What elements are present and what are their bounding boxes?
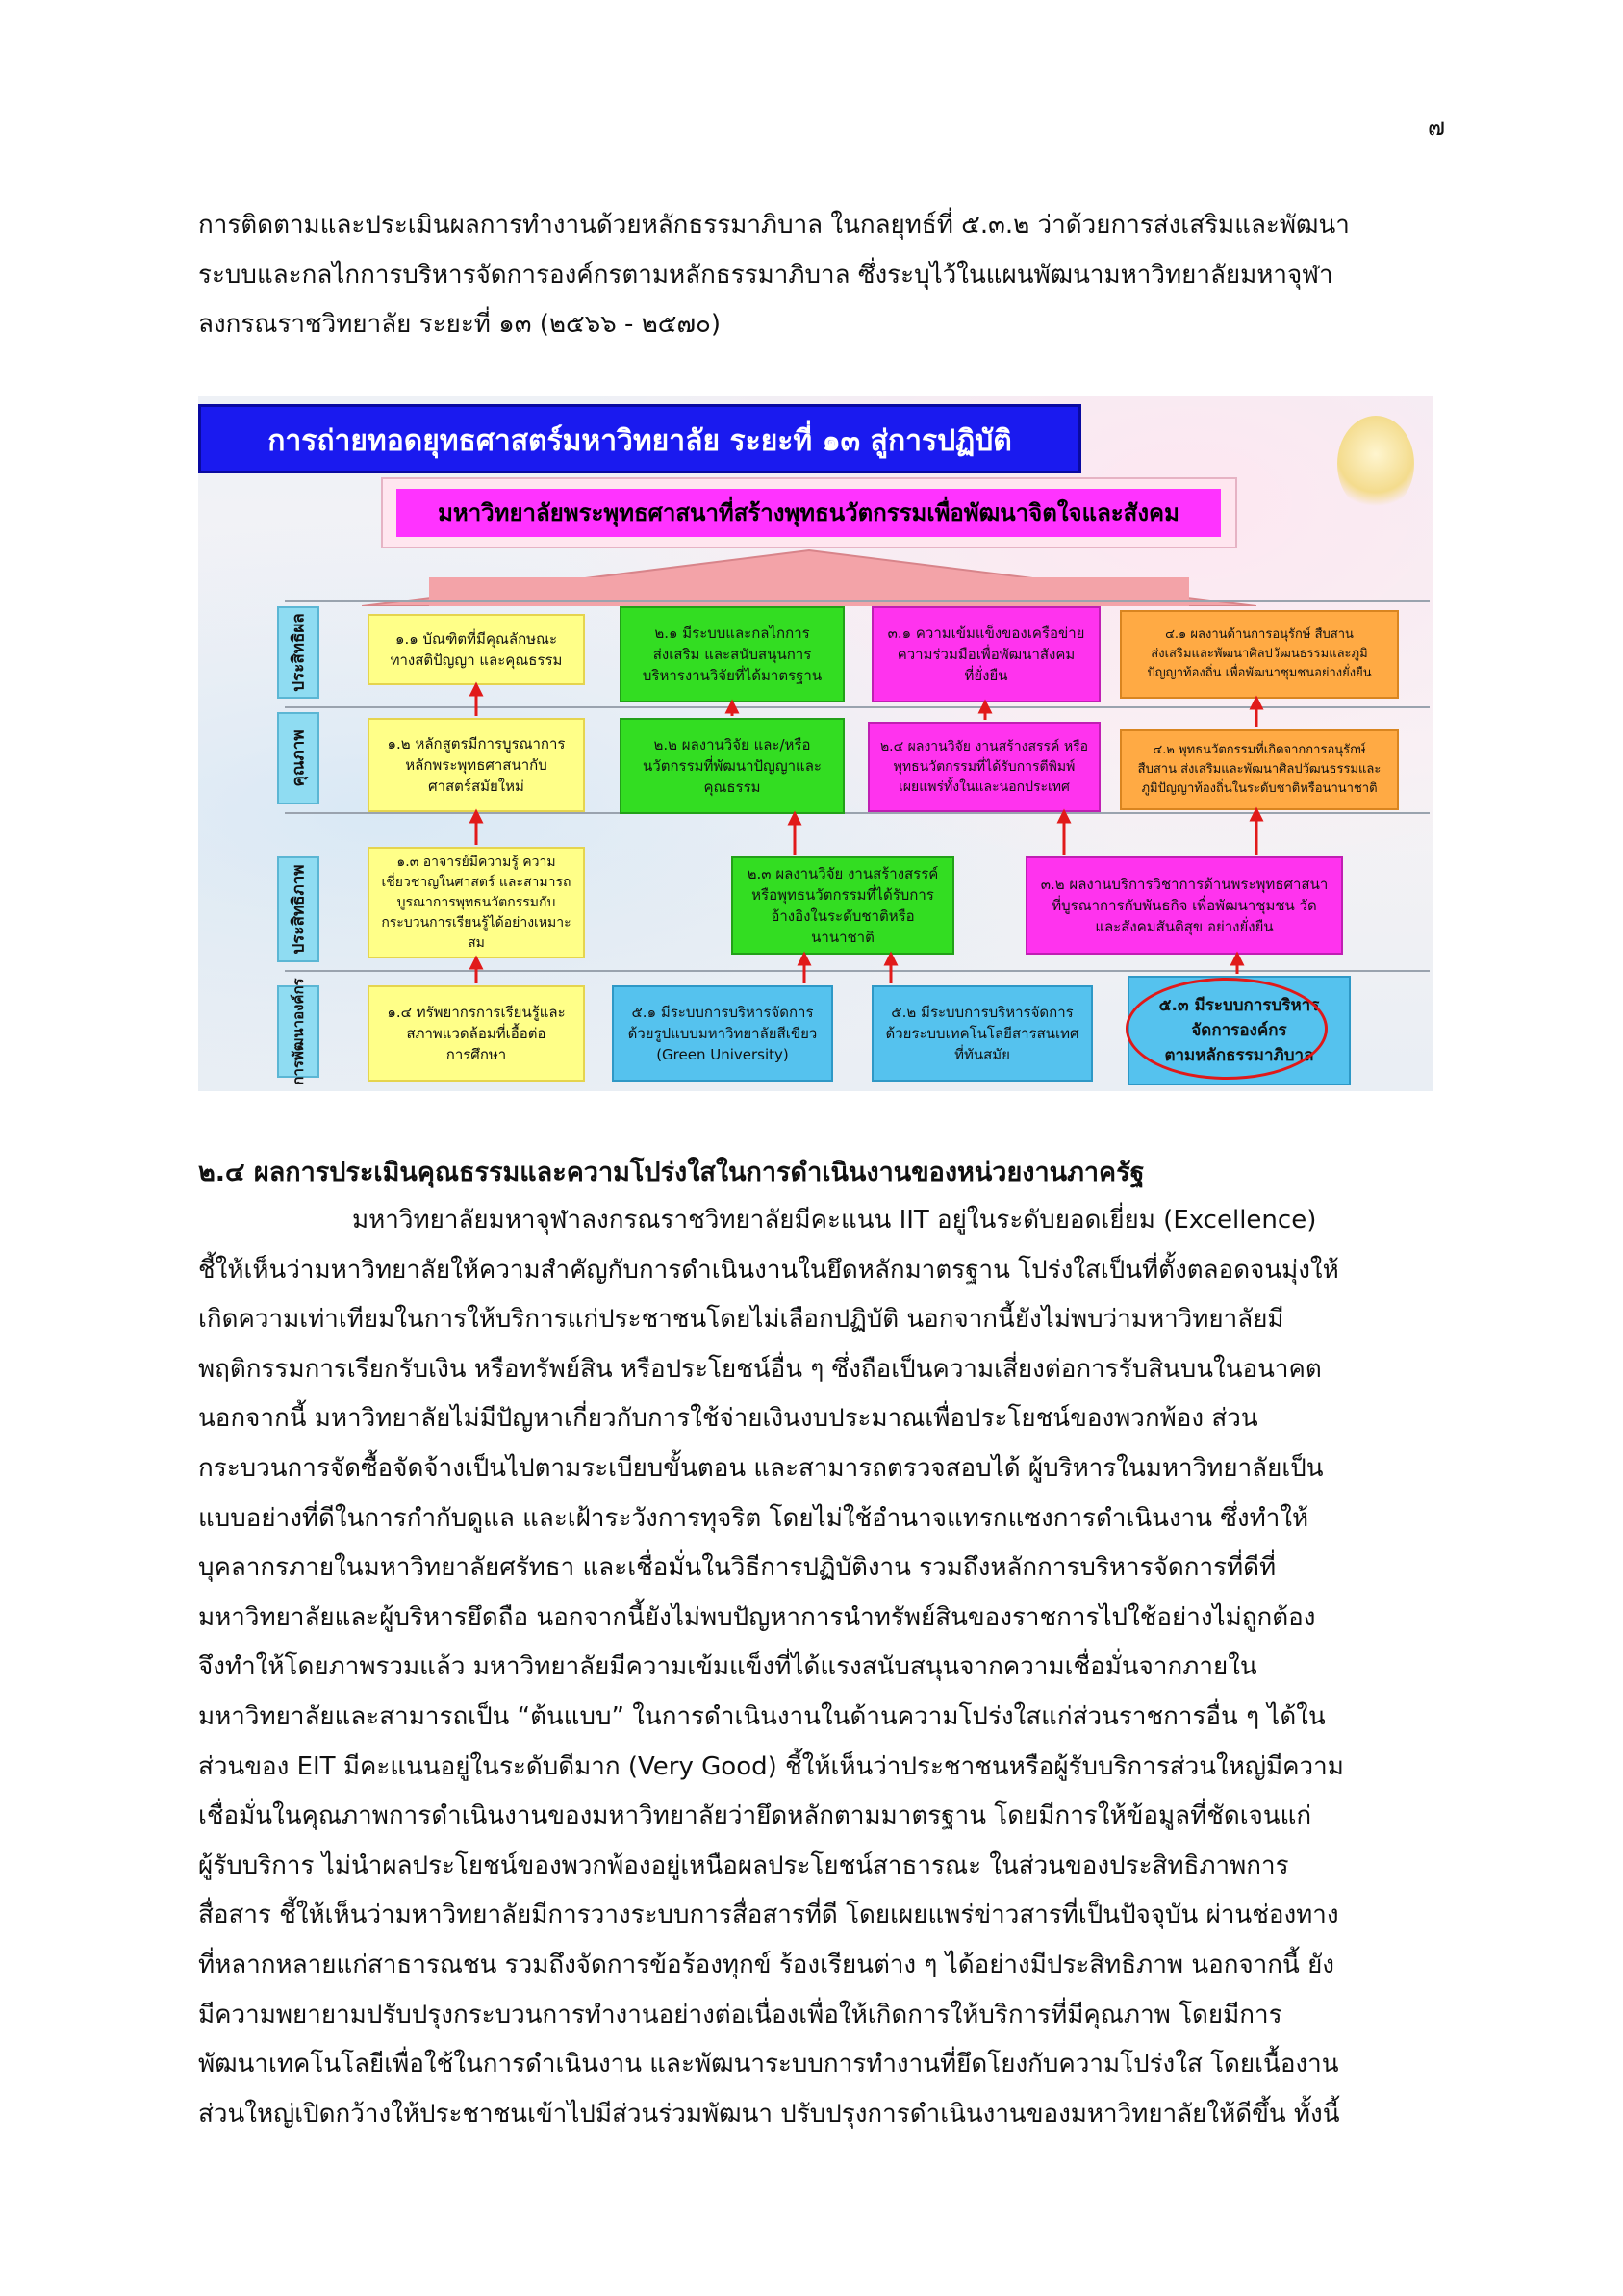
box-line: ด้วยระบบเทคโนโลยีสารสนเทศ [885,1025,1079,1042]
box-line: ๒.๓ ผลงานวิจัย งานสร้างสรรค์ [747,865,939,882]
box-line: กระบวนการเรียนรู้ได้อย่างเหมาะสม [381,914,571,951]
box-line: คุณธรรม [703,778,761,796]
body-line: เกิดความเท่าเทียมในการให้บริการแก่ประชาชนโดยไม่เลือกปฏิบัติ นอกจากนี้ยังไม่พบว่ามหาวิทยาลัยมี [198,1305,1284,1335]
vision-statement: มหาวิทยาลัยพระพุทธศาสนาที่สร้างพุทธนวัตกรรมเพื่อพัฒนาจิตใจและสังคม [396,489,1221,537]
intro-paragraph [198,201,1433,350]
page-number: ๗ [1427,114,1445,140]
box-line: ๕.๓ มีระบบการบริหาร [1158,996,1320,1015]
box-line: ๑.๒ หลักสูตรมีการบูรณาการ [387,735,566,753]
box-line: ๕.๑ มีระบบการบริหารจัดการ [631,1004,814,1021]
body-line: ส่วนใหญ่เปิดกว้างให้ประชาชนเข้าไปมีส่วนร่วมพัฒนา ปรับปรุงการดำเนินงานของมหาวิทยาลัยให้ดีขึ้น ทั้งนี้ [198,2099,1340,2129]
box-line: ส่งเสริมและพัฒนาศิลปวัฒนธรรมและภูมิ [1151,647,1368,661]
box-line: ทางสติปัญญา และคุณธรรม [390,651,563,669]
box-line: ๒.๒ ผลงานวิจัย และ/หรือ [653,736,811,753]
box-line: ๕.๒ มีระบบการบริหารจัดการ [891,1004,1074,1021]
section-heading: ๒.๔ ผลการประเมินคุณธรรมและความโปร่งใสในการดำเนินงานของหน่วยงานภาครัฐ [198,1158,1145,1187]
box-line: จัดการองค์กร [1191,1021,1287,1040]
box-line: ปัญญาท้องถิ่น เพื่อพัฒนาชุมชนอย่างยั่งยืน [1147,666,1372,680]
body-line: พัฒนาเทคโนโลยีเพื่อใช้ในการดำเนินงาน และพัฒนาระบบการทำงานที่ยึดโยงกับความโปร่งใส โดยเนื้องาน [198,2050,1339,2079]
body-line: พฤติกรรมการเรียกรับเงิน หรือทรัพย์สิน หรือประโยชน์อื่น ๆ ซึ่งถือเป็นความเสี่ยงต่อการรับสินบนในอนาคต [198,1354,1322,1384]
connector-arrows [198,396,1433,1091]
box-line: เชี่ยวชาญในศาสตร์ และสามารถ [381,874,571,890]
box-line: ๑.๑ บัณฑิตที่มีคุณลักษณะ [394,630,558,648]
row-label-text: คุณภาพ [289,729,309,787]
body-line: ส่วนของ EIT มีคะแนนอยู่ในระดับดีมาก (Very Good) ชี้ให้เห็นว่าประชาชนหรือผู้รับบริการส่วนใหญ่มีความ [198,1751,1344,1781]
box-line: บริหารงานวิจัยที่ได้มาตรฐาน [642,667,823,684]
box-line: ศาสตร์สมัยใหม่ [428,778,524,795]
box-line: ภูมิปัญญาท้องถิ่นในระดับชาติหรือนานาชาติ [1141,781,1378,796]
box-line: ๓.๒ ผลงานบริการวิชาการด้านพระพุทธศาสนา [1040,876,1329,893]
box-line: ๓.๑ ความเข้มแข็งของเครือข่าย [887,625,1085,642]
box-line: ๑.๓ อาจารย์มีความรู้ ความ [396,854,556,870]
intro-line: ลงกรณราชวิทยาลัย ระยะที่ ๑๓ (๒๕๖๖ - ๒๕๗๐) [198,310,722,340]
box-line: ๒.๑ มีระบบและกลไกการ [654,625,810,642]
body-line: ผู้รับบริการ ไม่นำผลประโยชน์ของพวกพ้องอยู่เหนือผลประโยชน์สาธารณะ ในส่วนของประสิทธิภาพการ [198,1850,1289,1880]
box-line: พุทธนวัตกรรมที่ได้รับการตีพิมพ์ [893,758,1076,775]
body-line: สื่อสาร ชี้ให้เห็นว่ามหาวิทยาลัยมีการวางระบบการสื่อสารที่ดี โดยเผยแพร่ข่าวสารที่เป็นปัจจุบัน ผ่านช่องทาง [198,1901,1339,1930]
body-line: มหาวิทยาลัยมหาจุฬาลงกรณราชวิทยาลัยมีคะแนน IIT อยู่ในระดับยอดเยี่ยม (Excellence) [352,1206,1317,1235]
box-line: สืบสาน ส่งเสริมและพัฒนาศิลปวัฒนธรรมและ [1137,762,1382,777]
body-line: ที่หลากหลายแก่สาธารณชน รวมถึงจัดการข้อร้องทุกข์ ร้องเรียนต่าง ๆ ได้อย่างมีประสิทธิภาพ นอกจากนี้ ยัง [198,1950,1334,1979]
box-line: ๔.๒ พุทธนวัตกรรมที่เกิดจากการอนุรักษ์ [1153,743,1366,757]
box-line: หลักพระพุทธศาสนากับ [405,756,547,774]
box-line: ที่ทันสมัย [954,1046,1010,1063]
box-line: และสังคมสันติสุข อย่างยั่งยืน [1095,918,1274,935]
box-line: บูรณาการพุทธนวัตกรรมกับ [396,894,556,910]
row-label-text: การพัฒนาองค์กร [290,978,307,1085]
box-line: สภาพแวดล้อมที่เอื้อต่อ [406,1025,546,1042]
box-line: การศึกษา [445,1046,507,1063]
body-line: มหาวิทยาลัยและผู้บริหารยึดถือ นอกจากนี้ยังไม่พบปัญหาการนำทรัพย์สินของราชการไปใช้อย่างไม่ถูกต้อง [198,1602,1316,1632]
box-line: อ้างอิงในระดับชาติหรือนานาชาติ [771,907,915,946]
box-line: ส่งเสริม และสนับสนุนการ [652,646,812,663]
strategy-infographic [198,396,1433,1091]
box-line: เผยแพร่ทั้งในและนอกประเทศ [899,778,1070,795]
box-line: ด้วยรูปแบบมหาวิทยาลัยสีเขียว [627,1025,818,1042]
body-line: จึงทำให้โดยภาพรวมแล้ว มหาวิทยาลัยมีความเข้มแข็งที่ได้แรงสนับสนุนจากความเชื่อมั่นจากภายใน [198,1652,1257,1682]
figure-title: การถ่ายทอดยุทธศาสตร์มหาวิทยาลัย ระยะที่ ๑๓ สู่การปฏิบัติ [198,404,1081,473]
box-line: ความร่วมมือเพื่อพัฒนาสังคม [897,646,1076,663]
body-line: มีความพยายามปรับปรุงกระบวนการทำงานอย่างต่อเนื่องเพื่อให้เกิดการให้บริการที่มีคุณภาพ โดยมีการ [198,2000,1282,2029]
box-line: หรือพุทธนวัตกรรมที่ได้รับการ [751,886,934,904]
row-label-text: ประสิทธิผล [289,613,309,692]
box-line: นวัตกรรมที่พัฒนาปัญญาและ [643,757,822,775]
body-line: แบบอย่างที่ดีในการกำกับดูแล และเฝ้าระวังการทุจริต โดยไม่ใช้อำนาจแทรกแซงการดำเนินงาน ซึ่งทำให้ [198,1503,1309,1533]
box-line: ที่บูรณาการกับพันธกิจ เพื่อพัฒนาชุมชน วัด [1052,897,1317,914]
body-line: บุคลากรภายในมหาวิทยาลัยศรัทธา และเชื่อมั่นในวิธีการปฏิบัติงาน รวมถึงหลักการบริหารจัดการที่ดีที่ [198,1553,1277,1583]
intro-line: การติดตามและประเมินผลการทำงานด้วยหลักธรรมาภิบาล ในกลยุทธ์ที่ ๕.๓.๒ ว่าด้วยการส่งเสริมและพัฒนา [198,211,1350,240]
box-line: ที่ยั่งยืน [964,667,1008,684]
body-line: มหาวิทยาลัยและสามารถเป็น “ต้นแบบ” ในการดำเนินงานในด้านความโปร่งใสแก่ส่วนราชการอื่น ๆ ได้ใน [198,1701,1326,1731]
intro-line: ระบบและกลไกการบริหารจัดการองค์กรตามหลักธรรมาภิบาล ซึ่งระบุไว้ในแผนพัฒนามหาวิทยาลัยมหาจุฬา [198,260,1333,290]
box-line: ๑.๔ ทรัพยากรการเรียนรู้และ [387,1004,566,1021]
section-body [198,1196,1433,2139]
body-line: เชื่อมั่นในคุณภาพการดำเนินงานของมหาวิทยาลัยว่ายึดหลักตามมาตรฐาน โดยมีการให้ข้อมูลที่ชัดเจนแก่ [198,1801,1312,1831]
box-line: ตามหลักธรรมาภิบาล [1164,1046,1314,1065]
box-line: (Green University) [656,1046,789,1063]
body-line: ชี้ให้เห็นว่ามหาวิทยาลัยให้ความสำคัญกับการดำเนินงานในยึดหลักมาตรฐาน โปร่งใสเป็นที่ตั้งตลอดจนมุ่งให้ [198,1255,1339,1285]
row-label-text: ประสิทธิภาพ [289,864,309,955]
body-line: นอกจากนี้ มหาวิทยาลัยไม่มีปัญหาเกี่ยวกับการใช้จ่ายเงินงบประมาณเพื่อประโยชน์ของพวกพ้อง ส่วน [198,1404,1258,1434]
box-line: ๔.๑ ผลงานด้านการอนุรักษ์ สืบสาน [1165,627,1354,642]
body-line: กระบวนการจัดซื้อจัดจ้างเป็นไปตามระเบียบขั้นตอน และสามารถตรวจสอบได้ ผู้บริหารในมหาวิทยาลัยเป็น [198,1453,1324,1483]
box-line: ๒.๔ ผลงานวิจัย งานสร้างสรรค์ หรือ [879,738,1089,754]
